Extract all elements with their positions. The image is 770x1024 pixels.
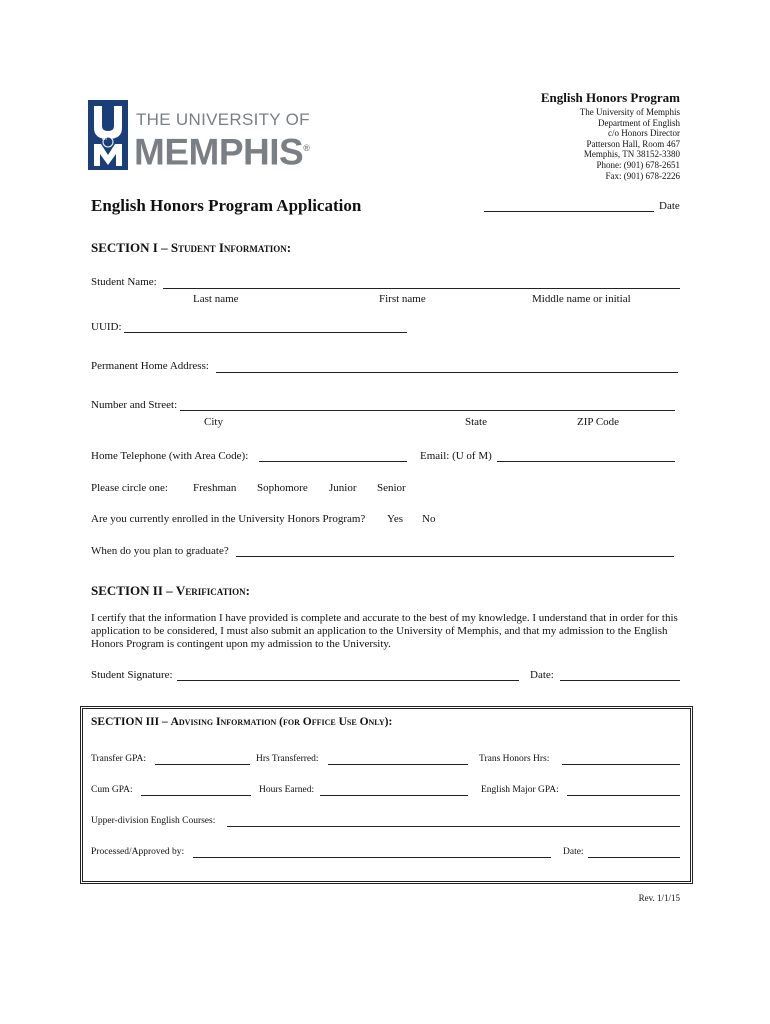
address-line: Memphis, TN 38152-3380 <box>583 149 680 160</box>
hours-earned-field[interactable] <box>320 795 468 796</box>
trans-honors-field[interactable] <box>562 764 680 765</box>
graduate-field[interactable] <box>236 556 674 557</box>
cum-gpa-field[interactable] <box>141 795 251 796</box>
uuid-label: UUID: <box>91 321 122 333</box>
class-option-senior[interactable]: Senior <box>377 482 406 494</box>
hrs-transferred-label: Hrs Transferred: <box>256 754 319 764</box>
section1-heading <box>91 240 291 256</box>
first-name-caption: First name <box>379 293 426 305</box>
address-line: Department of English <box>598 117 680 128</box>
hours-earned-label: Hours Earned: <box>259 785 315 795</box>
class-option-freshman[interactable]: Freshman <box>193 482 237 494</box>
address-line: c/o Honors Director <box>608 128 680 139</box>
class-option-sophomore[interactable]: Sophomore <box>257 482 308 494</box>
middle-name-caption: Middle name or initial <box>532 293 631 305</box>
address-line: Patterson Hall, Room 467 <box>586 138 680 149</box>
graduate-label: When do you plan to graduate? <box>91 545 229 557</box>
upper-division-field[interactable] <box>227 826 680 827</box>
last-name-caption: Last name <box>193 293 239 305</box>
transfer-gpa-label: Transfer GPA: <box>91 754 146 764</box>
university-logo <box>88 100 310 173</box>
processed-field[interactable] <box>193 857 551 858</box>
section3-title: Advising Information (for Office Use Only): <box>170 716 393 728</box>
signature-field[interactable] <box>177 680 519 681</box>
logo-mark-of: of <box>102 136 108 142</box>
processed-date-label: Date: <box>563 847 584 857</box>
title-date-field[interactable] <box>484 211 654 212</box>
processed-label: Processed/Approved by: <box>91 847 185 857</box>
form-title: English Honors Program Application <box>91 196 362 215</box>
student-name-field[interactable] <box>163 288 680 289</box>
phone-field[interactable] <box>259 461 407 462</box>
section1-prefix: SECTION I – <box>91 240 171 255</box>
transfer-gpa-field[interactable] <box>155 764 250 765</box>
student-name-label: Student Name: <box>91 276 157 288</box>
enrolled-yes-option[interactable]: Yes <box>387 513 404 525</box>
section2-heading <box>91 583 250 599</box>
street-label: Number and Street: <box>91 399 178 411</box>
signature-date-label: Date: <box>530 669 554 681</box>
zip-caption: ZIP Code <box>577 416 620 428</box>
major-gpa-field[interactable] <box>567 795 680 796</box>
section1-title: Student Information: <box>170 240 292 255</box>
section3-prefix: SECTION III – <box>91 716 171 728</box>
logo-mark-icon <box>88 100 128 170</box>
section3-heading <box>91 716 392 728</box>
phone-label: Home Telephone (with Area Code): <box>91 450 249 462</box>
home-address-label: Permanent Home Address: <box>91 360 209 372</box>
logo-reg: ® <box>303 143 310 153</box>
address-line: Phone: (901) 678-2651 <box>596 159 680 170</box>
street-field[interactable] <box>180 410 675 411</box>
address-line: Fax: (901) 678-2226 <box>605 170 680 181</box>
trans-honors-label: Trans Honors Hrs: <box>479 754 550 764</box>
email-label: Email: (U of M) <box>420 450 492 462</box>
logo-memphis: MEMPHIS <box>134 131 304 173</box>
email-field[interactable] <box>497 461 675 462</box>
address-block <box>580 107 680 181</box>
hrs-transferred-field[interactable] <box>328 764 468 765</box>
enrolled-no-option[interactable]: No <box>422 513 436 525</box>
signature-date-field[interactable] <box>560 680 680 681</box>
enrolled-label: Are you currently enrolled in the University Honors Program? <box>91 513 366 525</box>
circle-label: Please circle one: <box>91 482 168 494</box>
major-gpa-label: English Major GPA: <box>481 785 559 795</box>
section2-prefix: SECTION II – <box>91 583 176 598</box>
section2-title: Verification: <box>175 583 250 598</box>
state-caption: State <box>465 416 487 428</box>
logo-wordmark-top: THE UNIVERSITY OF <box>136 110 310 129</box>
processed-date-field[interactable] <box>588 857 680 858</box>
home-address-field[interactable] <box>216 372 678 373</box>
class-option-junior[interactable]: Junior <box>329 482 357 494</box>
city-caption: City <box>204 416 223 428</box>
cum-gpa-label: Cum GPA: <box>91 785 133 795</box>
program-header: English Honors Program <box>540 90 680 105</box>
uuid-field[interactable] <box>124 332 407 333</box>
address-line: The University of Memphis <box>579 107 680 117</box>
upper-division-label: Upper-division English Courses: <box>91 816 216 826</box>
revision-note: Rev. 1/1/15 <box>638 893 680 903</box>
logo-wordmark-bottom <box>134 128 309 172</box>
title-date-label: Date <box>659 200 680 212</box>
signature-label: Student Signature: <box>91 669 173 681</box>
certify-paragraph: I certify that the information I have provided is complete and accurate to the best of my knowledge. I understand that in order for this application to be considered, I must also submit an application to the University of Memphis, and that my admission to the English Honors Program is contingent upon my admission to the University. <box>91 612 678 650</box>
